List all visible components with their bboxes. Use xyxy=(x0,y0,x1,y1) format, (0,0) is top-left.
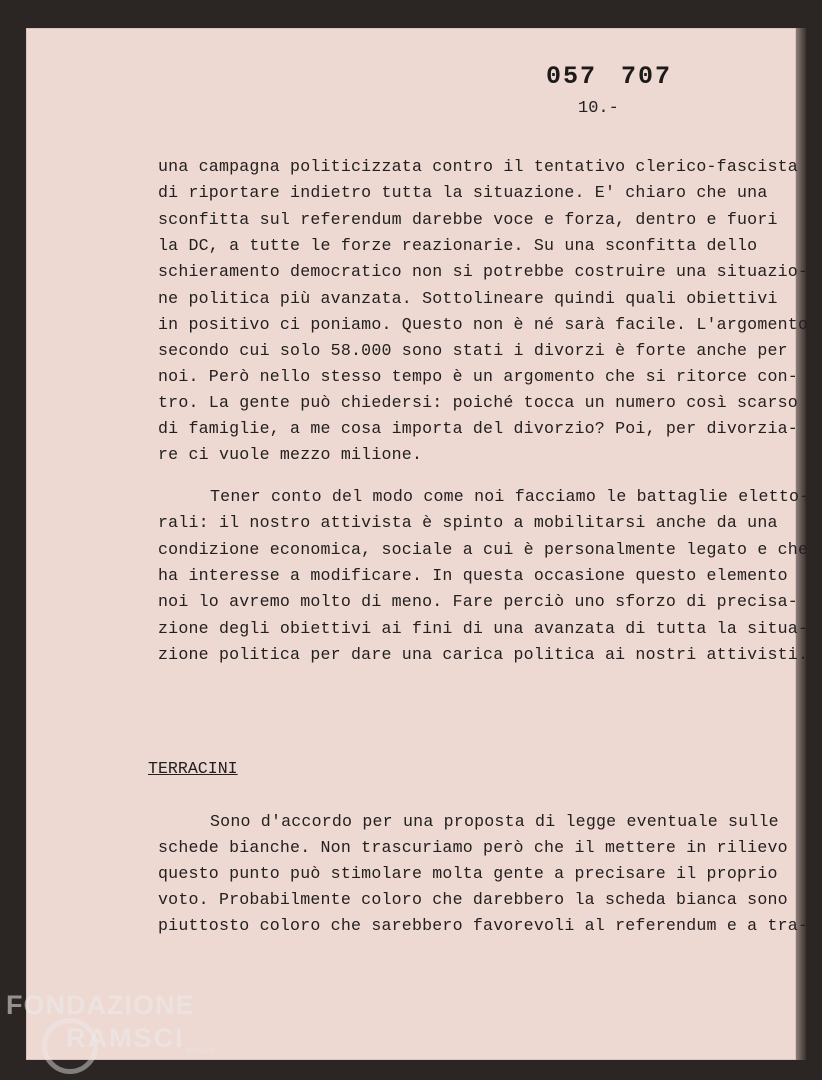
watermark-g-icon xyxy=(42,1018,98,1074)
section-line: questo punto può stimolare molta gente a precisare il proprio xyxy=(158,864,778,883)
body-line: tro. La gente può chiedersi: poiché tocca un numero così scarso xyxy=(158,393,798,412)
body-line: Tener conto del modo come noi facciamo le battaglie eletto- xyxy=(210,487,810,506)
watermark-line1: FONDAZIONE xyxy=(6,990,195,1020)
body-line: ne politica più avanzata. Sottolineare quindi quali obiettivi xyxy=(158,289,778,308)
section-line: schede bianche. Non trascuriamo però che il mettere in rilievo xyxy=(158,838,788,857)
body-line: la DC, a tutte le forze reazionarie. Su una sconfitta dello xyxy=(158,236,758,255)
document-number xyxy=(546,62,672,91)
body-line: in positivo ci poniamo. Questo non è né sarà facile. L'argomento xyxy=(158,315,809,334)
section-line: Sono d'accordo per una proposta di legge eventuale sulle xyxy=(210,812,779,831)
watermark-line2: RAMSCI xyxy=(66,1023,185,1053)
body-line: sconfitta sul referendum darebbe voce e forza, dentro e fuori xyxy=(158,210,778,229)
body-line: noi lo avremo molto di meno. Fare perciò uno sforzo di precisa- xyxy=(158,592,798,611)
body-line: una campagna politicizzata contro il tentativo clerico-fascista xyxy=(158,157,798,176)
body-line: condizione economica, sociale a cui è personalmente legato e che xyxy=(158,540,809,559)
document-number-part2: 707 xyxy=(621,62,673,91)
body-line: di famiglie, a me cosa importa del divorzio? Poi, per divorzia- xyxy=(158,419,798,438)
page-number: 10.- xyxy=(578,99,619,118)
archive-watermark xyxy=(6,990,215,1056)
speaker-heading: TERRACINI xyxy=(148,759,238,778)
section-line: piuttosto coloro che sarebbero favorevoli al referendum e a tra- xyxy=(158,916,809,935)
body-line: di riportare indietro tutta la situazione. E' chiaro che una xyxy=(158,183,768,202)
document-number-part1: 057 xyxy=(546,62,598,91)
body-line: rali: il nostro attivista è spinto a mobilitarsi anche da una xyxy=(158,513,778,532)
body-line: noi. Però nello stesso tempo è un argomento che si ritorce con- xyxy=(158,367,798,386)
body-line: schieramento democratico non si potrebbe costruire una situazio- xyxy=(158,262,809,281)
body-line: secondo cui solo 58.000 sono stati i divorzi è forte anche per xyxy=(158,341,788,360)
section-line: voto. Probabilmente coloro che darebbero la scheda bianca sono xyxy=(158,890,788,909)
body-line: re ci vuole mezzo milione. xyxy=(158,445,423,464)
watermark-line3: onlus xyxy=(186,1045,215,1056)
body-line: ha interesse a modificare. In questa occasione questo elemento xyxy=(158,566,788,585)
body-line: zione politica per dare una carica politica ai nostri attivisti. xyxy=(158,645,809,664)
body-line: zione degli obiettivi ai fini di una avanzata di tutta la situa- xyxy=(158,619,809,638)
